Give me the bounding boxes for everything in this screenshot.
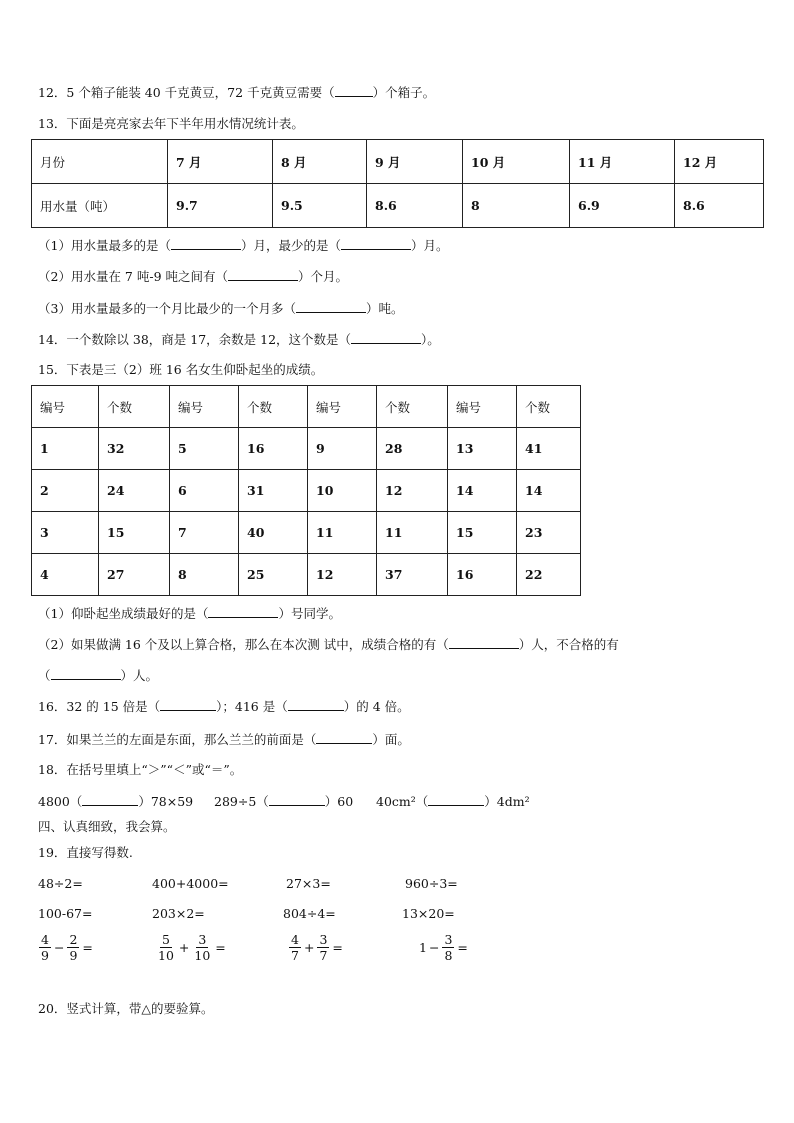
q12-line (38, 84, 435, 101)
q12-text: 12．5 个箱子能装 40 千克黄豆，72 千克黄豆需要（ (38, 85, 335, 100)
numerator: 3 (444, 932, 453, 947)
q20-title: 20．竖式计算，带△的要验算。 (38, 1001, 214, 1016)
q13-sub1 (38, 237, 449, 254)
denominator: 7 (319, 948, 328, 963)
q17-text-end: ）面。 (372, 732, 410, 747)
table-cell: 8 (170, 554, 239, 596)
whole-number: 1 (419, 940, 427, 955)
q16-text-end: ）的 4 倍。 (343, 699, 410, 714)
q19-fraction-expr (155, 932, 228, 963)
operator: + (178, 940, 190, 955)
q15-sub2-text: （2）如果做满 16 个及以上算合格，那么在本次测 试中，成绩合格的有（ (38, 637, 449, 652)
fraction (317, 932, 329, 963)
q19-expr: 960÷3= (405, 876, 458, 891)
q15-sub2-blank-fail[interactable] (51, 667, 121, 680)
q18-blank-1[interactable] (82, 793, 138, 806)
table-cell: 14 (517, 470, 581, 512)
q15-sub1 (38, 605, 341, 622)
numerator: 3 (319, 932, 328, 947)
denominator: 10 (194, 948, 211, 963)
table-cell: 9 月 (367, 140, 463, 184)
table-cell: 6.9 (570, 184, 675, 228)
q18-c3-text-end: ）4dm² (484, 794, 530, 809)
q17-blank[interactable] (316, 731, 372, 744)
q18-blank-3[interactable] (428, 793, 484, 806)
table-cell: 11 (377, 512, 448, 554)
q15-sub2-blank-pass[interactable] (449, 636, 519, 649)
q14-text: 14．一个数除以 38，商是 17，余数是 12，这个数是（ (38, 332, 352, 347)
table-cell: 15 (448, 512, 517, 554)
q17-line (38, 731, 410, 748)
table-cell: 41 (517, 428, 581, 470)
fraction (289, 932, 301, 963)
table-cell: 8.6 (367, 184, 463, 228)
table-row (32, 470, 581, 512)
table-cell: 12 月 (675, 140, 764, 184)
table-cell: 16 (448, 554, 517, 596)
table-cell: 11 (308, 512, 377, 554)
table-cell: 5 (170, 428, 239, 470)
table-cell: 9 (308, 428, 377, 470)
q19-expr: 13×20= (402, 906, 455, 921)
equals-sign: = (457, 940, 468, 955)
operator: + (303, 940, 315, 955)
table-cell: 8 (463, 184, 570, 228)
q13-sub2-text: （2）用水量在 7 吨-9 吨之间有（ (38, 269, 229, 284)
table-cell: 23 (517, 512, 581, 554)
table-cell: 用水量（吨） (32, 184, 168, 228)
table-cell: 个数 (239, 386, 308, 428)
table-cell: 编号 (170, 386, 239, 428)
q19-expr: 804÷4= (283, 906, 336, 921)
table-cell: 13 (448, 428, 517, 470)
numerator: 4 (41, 932, 49, 947)
table-cell: 个数 (517, 386, 581, 428)
operator: − (53, 940, 65, 955)
table-cell: 1 (32, 428, 99, 470)
equals-sign: = (215, 940, 226, 955)
q18-c2-text-end: ）60 (324, 794, 354, 809)
denominator: 10 (158, 948, 174, 963)
table-row (32, 140, 764, 184)
denominator: 9 (41, 948, 49, 963)
table-cell: 28 (377, 428, 448, 470)
q13-sub1-blank-min[interactable] (341, 237, 411, 250)
q15-sub2-text-mid: ）人，不合格的有 (518, 637, 619, 652)
q16-blank-1[interactable] (160, 698, 216, 711)
table-row (32, 428, 581, 470)
table-cell: 3 (32, 512, 99, 554)
table-cell: 编号 (32, 386, 99, 428)
table-cell: 22 (517, 554, 581, 596)
table-cell: 14 (448, 470, 517, 512)
table-cell: 4 (32, 554, 99, 596)
q19-title: 19．直接写得数. (38, 845, 133, 860)
q18-c2-text: 289÷5（ (214, 794, 269, 809)
q14-line (38, 331, 440, 348)
table-cell: 9.5 (273, 184, 367, 228)
q13-sub2 (38, 268, 348, 285)
q16-text: 16．32 的 15 倍是（ (38, 699, 161, 714)
table-cell: 24 (99, 470, 170, 512)
table-cell: 15 (99, 512, 170, 554)
table-cell: 25 (239, 554, 308, 596)
q17-text: 17．如果兰兰的左面是东面，那么兰兰的前面是（ (38, 732, 317, 747)
equals-sign: = (82, 940, 93, 955)
fraction (192, 932, 212, 963)
table-cell: 个数 (377, 386, 448, 428)
table-cell: 8 月 (273, 140, 367, 184)
q15-sub1-text-end: ）号同学。 (278, 606, 341, 621)
table-row (32, 554, 581, 596)
equals-sign: = (332, 940, 343, 955)
operator: − (428, 940, 440, 955)
denominator: 9 (69, 948, 78, 963)
q15-sub2-text-end: ）人。 (120, 668, 159, 683)
q13-sub1-text-end: ）月。 (410, 238, 449, 253)
table-cell: 12 (377, 470, 448, 512)
table-row (32, 512, 581, 554)
table-cell: 个数 (99, 386, 170, 428)
q12-text-end: ）个箱子。 (372, 85, 436, 100)
q15-sub2 (38, 636, 619, 653)
q18-compare-1 (38, 793, 193, 810)
table-cell: 31 (239, 470, 308, 512)
q18-c1-text-end: ）78×59 (138, 794, 194, 809)
q19-fraction-expr (38, 932, 95, 963)
q18-c1-text: 4800（ (38, 794, 83, 809)
numerator: 3 (198, 932, 207, 947)
situps-table (31, 385, 581, 596)
table-cell: 月份 (32, 140, 168, 184)
q15-sub1-text: （1）仰卧起坐成绩最好的是（ (38, 606, 209, 621)
q18-title: 18．在括号里填上“＞”“＜”或“＝”。 (38, 762, 243, 777)
water-usage-table (31, 139, 764, 228)
table-row (32, 184, 764, 228)
q19-expr: 400+4000= (152, 876, 229, 891)
table-cell: 2 (32, 470, 99, 512)
table-cell: 27 (99, 554, 170, 596)
q16-line (38, 698, 410, 715)
denominator: 7 (291, 948, 299, 963)
fraction (156, 932, 176, 963)
q14-text-end: ）。 (421, 332, 440, 347)
table-cell: 16 (239, 428, 308, 470)
q13-sub3-text: （3）用水量最多的一个月比最少的一个月多（ (38, 301, 296, 316)
q13-sub1-text: （1）用水量最多的是（ (38, 238, 171, 253)
q15-title: 15．下表是三（2）班 16 名女生仰卧起坐的成绩。 (38, 362, 324, 377)
table-cell: 8.6 (675, 184, 764, 228)
q18-compare-2 (214, 793, 353, 810)
table-cell: 7 (170, 512, 239, 554)
q15-sub2-cont (38, 667, 158, 684)
q18-blank-2[interactable] (269, 793, 325, 806)
q19-expr: 100-67= (38, 906, 93, 921)
q16-text-mid: ）；416 是（ (216, 699, 288, 714)
table-row (32, 386, 581, 428)
q19-expr: 27×3= (286, 876, 331, 891)
table-cell: 32 (99, 428, 170, 470)
table-cell: 9.7 (168, 184, 273, 228)
q13-sub2-blank[interactable] (228, 268, 298, 281)
q13-sub1-blank-max[interactable] (171, 237, 241, 250)
q12-answer-blank[interactable] (335, 84, 373, 97)
section-4-heading: 四、认真细致，我会算。 (38, 819, 176, 834)
q18-c3-text: 40cm²（ (376, 794, 429, 809)
q19-fraction-expr (288, 932, 345, 963)
q18-compare-3 (376, 793, 530, 810)
numerator: 5 (161, 932, 170, 947)
q13-sub3 (38, 300, 403, 317)
q19-expr: 48÷2= (38, 876, 83, 891)
q13-sub1-text-mid: ）月，最少的是（ (240, 238, 341, 253)
q13-title: 13．下面是亮亮家去年下半年用水情况统计表。 (38, 116, 304, 131)
numerator: 4 (291, 932, 299, 947)
table-cell: 11 月 (570, 140, 675, 184)
fraction (39, 932, 51, 963)
table-cell: 7 月 (168, 140, 273, 184)
q15-sub1-blank[interactable] (208, 605, 278, 618)
q14-answer-blank[interactable] (351, 331, 421, 344)
q13-sub2-text-end: ）个月。 (298, 269, 349, 284)
fraction (67, 932, 79, 963)
table-cell: 6 (170, 470, 239, 512)
table-cell: 37 (377, 554, 448, 596)
numerator: 2 (69, 932, 78, 947)
denominator: 8 (444, 948, 453, 963)
table-cell: 编号 (448, 386, 517, 428)
q19-expr: 203×2= (152, 906, 205, 921)
q13-sub3-text-end: ）吨。 (365, 301, 404, 316)
q19-fraction-expr (419, 932, 470, 963)
q16-blank-2[interactable] (288, 698, 344, 711)
table-cell: 10 (308, 470, 377, 512)
table-cell: 12 (308, 554, 377, 596)
fraction (442, 932, 454, 963)
table-cell: 编号 (308, 386, 377, 428)
table-cell: 10 月 (463, 140, 570, 184)
q15-sub2-text-open: （ (38, 668, 51, 683)
q13-sub3-blank[interactable] (296, 300, 366, 313)
table-cell: 40 (239, 512, 308, 554)
